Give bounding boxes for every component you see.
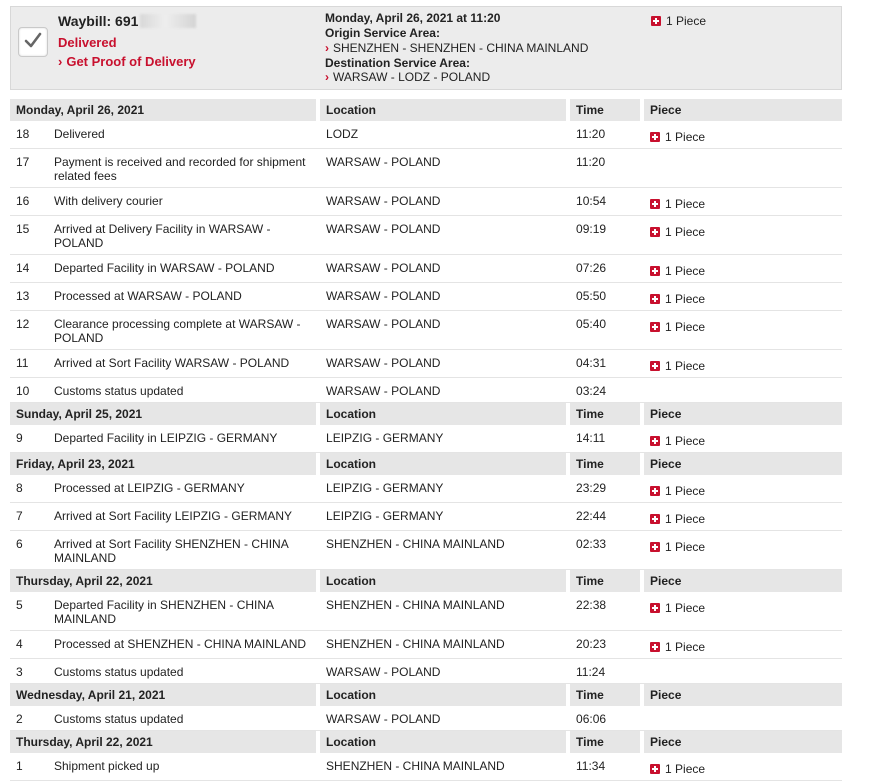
checkpoint-time: 10:54 <box>570 188 644 216</box>
checkpoint-location: WARSAW - POLAND <box>320 216 570 255</box>
checkpoint-time: 20:23 <box>570 631 644 659</box>
piece-toggle[interactable] <box>650 320 705 334</box>
checkpoint-description: Departed Facility in LEIPZIG - GERMANY <box>54 425 320 453</box>
checkpoint-row <box>10 283 842 311</box>
delivery-datetime: Monday, April 26, 2021 at 11:20 <box>325 11 501 25</box>
plus-icon <box>650 436 660 446</box>
checkpoint-location: LEIPZIG - GERMANY <box>320 475 570 503</box>
chevron-right-icon: › <box>325 70 329 84</box>
checkpoint-number: 10 <box>10 378 54 403</box>
checkpoint-number: 5 <box>10 592 54 631</box>
checkpoint-time: 09:19 <box>570 216 644 255</box>
waybill-number: Waybill: 691 <box>58 13 196 29</box>
piece-toggle[interactable] <box>650 130 705 144</box>
day-date: Friday, April 23, 2021 <box>10 453 320 475</box>
checkpoint-time: 11:20 <box>570 121 644 149</box>
checkpoint-row <box>10 425 842 453</box>
proof-link-label: Get Proof of Delivery <box>66 54 196 69</box>
checkpoint-location: SHENZHEN - CHINA MAINLAND <box>320 631 570 659</box>
checkpoint-time: 05:50 <box>570 283 644 311</box>
checkpoint-location: SHENZHEN - CHINA MAINLAND <box>320 531 570 570</box>
checkpoint-description: Customs status updated <box>54 378 320 403</box>
checkpoint-description: Delivered <box>54 121 320 149</box>
plus-icon <box>650 764 660 774</box>
day-header-row <box>10 453 842 475</box>
piece-toggle[interactable] <box>650 434 705 448</box>
day-date: Monday, April 26, 2021 <box>10 99 320 121</box>
day-header-row <box>10 684 842 706</box>
checkpoint-description: Customs status updated <box>54 659 320 684</box>
checkpoint-piece-cell <box>644 631 842 659</box>
plus-icon <box>650 486 660 496</box>
checkpoint-time: 04:31 <box>570 350 644 378</box>
plus-icon <box>650 642 660 652</box>
checkpoint-description: Processed at WARSAW - POLAND <box>54 283 320 311</box>
checkpoint-row <box>10 350 842 378</box>
checkpoint-piece-cell <box>644 255 842 283</box>
checkpoint-piece-cell <box>644 753 842 781</box>
checkpoint-time: 07:26 <box>570 255 644 283</box>
piece-label: 1 Piece <box>665 225 706 239</box>
piece-column-header: Piece <box>644 99 842 121</box>
destination-value: › WARSAW - LODZ - POLAND <box>325 70 491 84</box>
checkpoint-piece-cell <box>644 283 842 311</box>
checkpoint-row <box>10 592 842 631</box>
checkpoint-time: 22:44 <box>570 503 644 531</box>
piece-label: 1 Piece <box>665 130 706 144</box>
checkpoint-location: WARSAW - POLAND <box>320 283 570 311</box>
checkpoint-time: 11:34 <box>570 753 644 781</box>
checkpoint-location: SHENZHEN - CHINA MAINLAND <box>320 592 570 631</box>
piece-column-header: Piece <box>644 684 842 706</box>
location-column-header: Location <box>320 570 570 592</box>
checkpoint-row <box>10 216 842 255</box>
plus-icon <box>650 322 660 332</box>
checkpoint-number: 14 <box>10 255 54 283</box>
checkpoint-row <box>10 121 842 149</box>
checkpoint-piece-cell <box>644 149 842 188</box>
location-column-header: Location <box>320 453 570 475</box>
origin-label: Origin Service Area: <box>325 26 440 40</box>
checkpoint-time: 02:33 <box>570 531 644 570</box>
checkpoint-piece-cell <box>644 503 842 531</box>
checkpoint-location: LODZ <box>320 121 570 149</box>
checkpoint-number: 11 <box>10 350 54 378</box>
checkpoint-number: 13 <box>10 283 54 311</box>
checkpoint-location: LEIPZIG - GERMANY <box>320 503 570 531</box>
checkpoint-number: 3 <box>10 659 54 684</box>
checkpoint-table <box>10 99 842 781</box>
plus-icon <box>650 542 660 552</box>
summary-piece-toggle[interactable]: 1 Piece <box>651 14 706 28</box>
piece-toggle[interactable] <box>650 512 705 526</box>
time-column-header: Time <box>570 403 644 425</box>
checkpoint-description: Payment is received and recorded for shipment related fees <box>54 149 320 188</box>
checkpoint-row <box>10 631 842 659</box>
piece-label: 1 Piece <box>665 264 706 278</box>
redacted-waybill-digits <box>140 14 196 28</box>
piece-toggle[interactable] <box>650 359 705 373</box>
location-column-header: Location <box>320 684 570 706</box>
time-column-header: Time <box>570 731 644 753</box>
time-column-header: Time <box>570 570 644 592</box>
checkpoint-description: Processed at SHENZHEN - CHINA MAINLAND <box>54 631 320 659</box>
piece-toggle[interactable] <box>650 264 705 278</box>
delivered-status-box <box>18 27 48 57</box>
checkpoint-location: WARSAW - POLAND <box>320 706 570 731</box>
piece-label: 1 Piece <box>665 434 706 448</box>
checkpoint-row <box>10 475 842 503</box>
checkpoint-time: 03:24 <box>570 378 644 403</box>
checkpoint-row <box>10 188 842 216</box>
plus-icon <box>650 514 660 524</box>
checkpoint-piece-cell <box>644 706 842 731</box>
piece-label: 1 Piece <box>665 320 706 334</box>
time-column-header: Time <box>570 684 644 706</box>
checkpoint-row <box>10 503 842 531</box>
checkpoint-location: WARSAW - POLAND <box>320 188 570 216</box>
checkpoint-piece-cell <box>644 311 842 350</box>
destination-label: Destination Service Area: <box>325 56 470 70</box>
checkpoint-time: 22:38 <box>570 592 644 631</box>
checkpoint-location: WARSAW - POLAND <box>320 255 570 283</box>
plus-icon <box>650 199 660 209</box>
time-column-header: Time <box>570 453 644 475</box>
checkpoint-number: 8 <box>10 475 54 503</box>
checkpoint-number: 16 <box>10 188 54 216</box>
location-column-header: Location <box>320 99 570 121</box>
checkpoint-number: 7 <box>10 503 54 531</box>
checkpoint-number: 9 <box>10 425 54 453</box>
plus-icon <box>650 294 660 304</box>
checkpoint-time: 11:24 <box>570 659 644 684</box>
piece-toggle[interactable] <box>650 484 705 498</box>
checkpoint-row <box>10 149 842 188</box>
checkpoint-time: 05:40 <box>570 311 644 350</box>
checkpoint-row <box>10 753 842 781</box>
time-column-header: Time <box>570 99 644 121</box>
checkpoint-row <box>10 255 842 283</box>
checkpoint-number: 1 <box>10 753 54 781</box>
plus-icon <box>650 227 660 237</box>
checkpoint-description: Shipment picked up <box>54 753 320 781</box>
checkpoint-piece-cell <box>644 121 842 149</box>
checkpoint-number: 4 <box>10 631 54 659</box>
day-date: Wednesday, April 21, 2021 <box>10 684 320 706</box>
checkpoint-location: LEIPZIG - GERMANY <box>320 425 570 453</box>
origin-value: › SHENZHEN - SHENZHEN - CHINA MAINLAND <box>325 41 589 55</box>
checkpoint-location: SHENZHEN - CHINA MAINLAND <box>320 753 570 781</box>
checkpoint-piece-cell <box>644 378 842 403</box>
checkpoint-piece-cell <box>644 475 842 503</box>
piece-label: 1 Piece <box>665 762 706 776</box>
checkpoint-description: Arrived at Sort Facility SHENZHEN - CHINA MAINLAND <box>54 531 320 570</box>
piece-column-header: Piece <box>644 731 842 753</box>
checkpoint-number: 17 <box>10 149 54 188</box>
checkpoint-time: 14:11 <box>570 425 644 453</box>
checkpoint-number: 6 <box>10 531 54 570</box>
checkpoint-description: Arrived at Sort Facility WARSAW - POLAND <box>54 350 320 378</box>
checkpoint-location: WARSAW - POLAND <box>320 350 570 378</box>
piece-toggle[interactable] <box>650 292 705 306</box>
checkpoint-location: WARSAW - POLAND <box>320 378 570 403</box>
checkpoint-piece-cell <box>644 216 842 255</box>
checkpoint-location: WARSAW - POLAND <box>320 659 570 684</box>
day-date: Thursday, April 22, 2021 <box>10 570 320 592</box>
piece-label: 1 Piece <box>665 601 706 615</box>
checkpoint-row <box>10 531 842 570</box>
piece-toggle[interactable] <box>650 762 705 776</box>
day-date: Sunday, April 25, 2021 <box>10 403 320 425</box>
checkpoint-location: WARSAW - POLAND <box>320 149 570 188</box>
checkpoint-row <box>10 659 842 684</box>
piece-toggle[interactable] <box>650 540 705 554</box>
piece-column-header: Piece <box>644 453 842 475</box>
checkpoint-description: Arrived at Sort Facility LEIPZIG - GERMANY <box>54 503 320 531</box>
piece-label: 1 Piece <box>665 292 706 306</box>
shipment-summary <box>10 6 842 90</box>
checkpoint-piece-cell <box>644 188 842 216</box>
piece-toggle[interactable] <box>650 225 705 239</box>
checkpoint-time: 11:20 <box>570 149 644 188</box>
checkpoint-description: Arrived at Delivery Facility in WARSAW - POLAND <box>54 216 320 255</box>
checkpoint-piece-cell <box>644 425 842 453</box>
checkpoint-description: With delivery courier <box>54 188 320 216</box>
get-proof-of-delivery-link[interactable] <box>58 54 196 69</box>
plus-icon <box>650 266 660 276</box>
checkpoint-piece-cell <box>644 531 842 570</box>
checkpoint-time: 23:29 <box>570 475 644 503</box>
piece-label: 1 Piece <box>665 640 706 654</box>
piece-label: 1 Piece <box>665 512 706 526</box>
chevron-right-icon: › <box>325 41 329 55</box>
day-header-row <box>10 570 842 592</box>
checkpoint-number: 12 <box>10 311 54 350</box>
checkpoint-row <box>10 706 842 731</box>
piece-toggle[interactable] <box>650 601 705 615</box>
checkpoint-piece-cell <box>644 659 842 684</box>
checkmark-icon <box>23 31 43 51</box>
plus-icon <box>650 132 660 142</box>
plus-icon <box>650 361 660 371</box>
piece-label: 1 Piece <box>665 197 706 211</box>
day-header-row <box>10 731 842 753</box>
checkpoint-time: 06:06 <box>570 706 644 731</box>
checkpoint-piece-cell <box>644 592 842 631</box>
piece-label: 1 Piece <box>665 540 706 554</box>
checkpoint-number: 15 <box>10 216 54 255</box>
day-header-row <box>10 403 842 425</box>
checkpoint-description: Departed Facility in SHENZHEN - CHINA MAINLAND <box>54 592 320 631</box>
piece-toggle[interactable] <box>650 197 705 211</box>
piece-label: 1 Piece <box>665 484 706 498</box>
checkpoint-row <box>10 378 842 403</box>
checkpoint-row <box>10 311 842 350</box>
checkpoint-description: Departed Facility in WARSAW - POLAND <box>54 255 320 283</box>
checkpoint-number: 18 <box>10 121 54 149</box>
location-column-header: Location <box>320 403 570 425</box>
plus-icon <box>650 603 660 613</box>
plus-icon <box>651 16 661 26</box>
chevron-right-icon: › <box>58 54 63 69</box>
location-column-header: Location <box>320 731 570 753</box>
piece-column-header: Piece <box>644 570 842 592</box>
delivery-status: Delivered <box>58 35 117 50</box>
piece-label: 1 Piece <box>665 359 706 373</box>
checkpoint-piece-cell <box>644 350 842 378</box>
checkpoint-description: Customs status updated <box>54 706 320 731</box>
piece-toggle[interactable] <box>650 640 705 654</box>
checkpoint-description: Processed at LEIPZIG - GERMANY <box>54 475 320 503</box>
day-header-row <box>10 99 842 121</box>
piece-column-header: Piece <box>644 403 842 425</box>
checkpoint-number: 2 <box>10 706 54 731</box>
checkpoint-description: Clearance processing complete at WARSAW - POLAND <box>54 311 320 350</box>
checkpoint-location: WARSAW - POLAND <box>320 311 570 350</box>
day-date: Thursday, April 22, 2021 <box>10 731 320 753</box>
